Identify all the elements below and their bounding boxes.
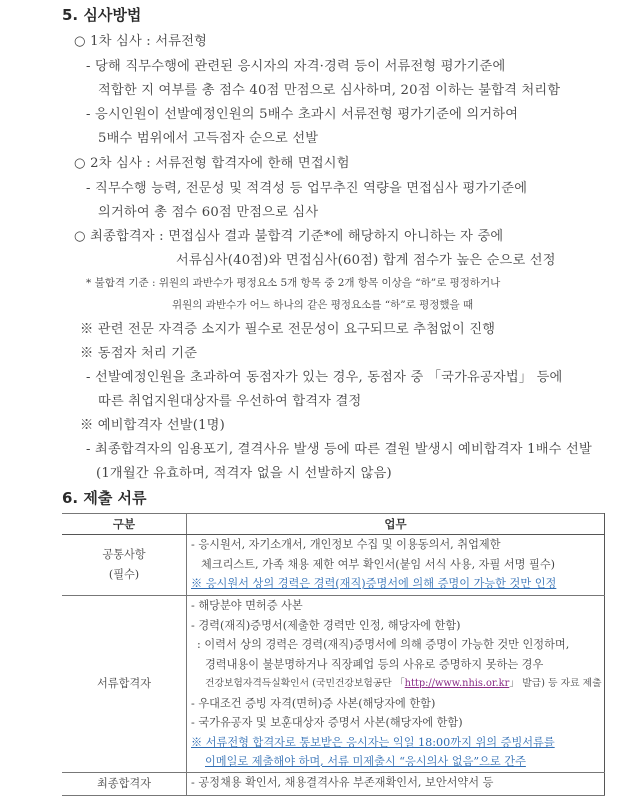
reserve-heading: ※ 예비합격자 선발(1명) xyxy=(80,418,225,433)
fail-criteria-footnote-1: * 불합격 기준 : 위원의 과반수가 평정요소 5개 항목 중 2개 항목 이상을 “하”로 평정하거나 xyxy=(86,277,501,289)
doc-pass-line-2: - 경력(재직)증명서(제출한 경력만 인정, 해당자에 한함) xyxy=(191,618,461,632)
common-docs-line-1: - 응시원서, 자기소개서, 개인정보 수집 및 이용동의서, 취업제한 xyxy=(191,538,501,551)
no-lottery-note: ※ 관련 전문 자격증 소지가 필수로 전문성이 요구되므로 추첨없이 진행 xyxy=(80,322,496,337)
nhis-link[interactable]: http://www.nhis.or.kr xyxy=(404,678,510,689)
submission-documents-table xyxy=(62,513,605,796)
table-row-common xyxy=(62,535,605,596)
first-review-line-1: - 당해 직무수행에 관련된 응시자의 자격·경력 등이 서류전형 평가기준에 xyxy=(86,59,506,74)
common-docs-line-2: 체크리스트, 가족 채용 제한 여부 확인서(붙임 서식 사용, 자필 서명 필수) xyxy=(201,557,556,571)
doc-pass-line-1: - 해당분야 면허증 사본 xyxy=(191,599,303,612)
second-review-line-2: 의거하여 총 점수 60점 만점으로 심사 xyxy=(98,205,319,220)
first-review-heading: ○ 1차 심사 : 서류전형 xyxy=(74,34,208,49)
tie-heading: ※ 동점자 처리 기준 xyxy=(80,346,198,361)
doc-pass-line-3: : 이력서 상의 경력은 경력(재직)증명서에 의해 증명이 가능한 것만 인정하며, xyxy=(197,638,570,651)
final-pass-cell xyxy=(187,772,605,795)
first-review-line-4: 5배수 범위에서 고득점자 순으로 선발 xyxy=(98,131,319,146)
header-task: 업무 xyxy=(187,514,605,535)
doc-pass-line-7: - 국가유공자 및 보훈대상자 증명서 사본(해당자에 한함) xyxy=(191,716,463,729)
final-line-1: 서류심사(40점)와 면접심사(60점) 합계 점수가 높은 순으로 선정 xyxy=(176,253,556,268)
first-review-line-2: 적합한 지 여부를 총 점수 40점 만점으로 심사하며, 20점 이하는 불합격 처리함 xyxy=(98,83,561,98)
reserve-line-2: (1개월간 유효하며, 적격자 없을 시 선발하지 않음) xyxy=(96,466,392,481)
doc-pass-line-4: 경력내용이 불분명하거나 직장폐업 등의 사유로 증명하지 못하는 경우 xyxy=(205,657,544,671)
doc-pass-line-6: - 우대조건 증빙 자격(면허)증 사본(해당자에 한함) xyxy=(191,696,436,710)
section-5-title: 5. 심사방법 xyxy=(62,6,142,24)
tie-line-2: 따른 취업지원대상자를 우선하여 합격자 결정 xyxy=(98,394,362,409)
second-review-line-1: - 직무수행 능력, 전문성 및 적격성 등 업무추진 역량을 면접심사 평가기준에 xyxy=(86,181,528,196)
header-category: 구분 xyxy=(62,514,187,535)
category-document-pass: 서류합격자 xyxy=(62,596,187,773)
table-header-row xyxy=(62,514,605,535)
table-row-final-pass xyxy=(62,772,605,795)
reserve-line-1: - 최종합격자의 임용포기, 결격사유 발생 등에 따른 결원 발생시 예비합격자 1배수 선발 xyxy=(86,442,592,457)
doc-pass-line-5-suffix: 」 발급) 등 자료 제출 xyxy=(509,678,602,689)
second-review-heading: ○ 2차 심사 : 서류전형 합격자에 한해 면접시험 xyxy=(74,156,350,171)
tie-line-1: - 선발예정인원을 초과하여 동점자가 있는 경우, 동점자 중 「국가유공자법」 등에 xyxy=(86,370,563,385)
section-6-title: 6. 제출 서류 xyxy=(62,489,147,507)
fail-criteria-footnote-2: 위원의 과반수가 어느 하나의 같은 평정요소를 “하”로 평정했을 때 xyxy=(172,299,474,311)
final-pass-line-1: - 공정채용 확인서, 채용결격사유 부존재확인서, 보안서약서 등 xyxy=(191,775,494,789)
table-row-document-pass xyxy=(62,596,605,773)
doc-pass-line-5-prefix: 건강보험자격득실확인서 (국민건강보험공단 「 xyxy=(205,678,405,689)
doc-pass-note-2: 이메일로 제출해야 하며, 서류 미제출시 “응시의사 없음”으로 간주 xyxy=(205,755,526,768)
common-docs-cell xyxy=(187,535,605,596)
document-pass-cell xyxy=(187,596,605,773)
common-docs-note: ※ 응시원서 상의 경력은 경력(재직)증명서에 의해 증명이 가능한 것만 인정 xyxy=(191,577,557,590)
category-common-required: (필수) xyxy=(108,568,140,581)
doc-pass-note-1: ※ 서류전형 합격자로 통보받은 응시자는 익일 18:00까지 위의 증빙서류를 xyxy=(191,735,555,749)
category-common xyxy=(62,535,187,596)
final-heading: ○ 최종합격자 : 면접심사 결과 불합격 기준*에 해당하지 아니하는 자 중에 xyxy=(74,229,504,244)
category-final-pass: 최종합격자 xyxy=(62,772,187,795)
doc-pass-line-5 xyxy=(191,674,604,694)
category-common-label: 공통사항 xyxy=(102,548,146,561)
first-review-line-3: - 응시인원이 선발예정인원의 5배수 초과시 서류전형 평가기준에 의거하여 xyxy=(86,107,519,122)
